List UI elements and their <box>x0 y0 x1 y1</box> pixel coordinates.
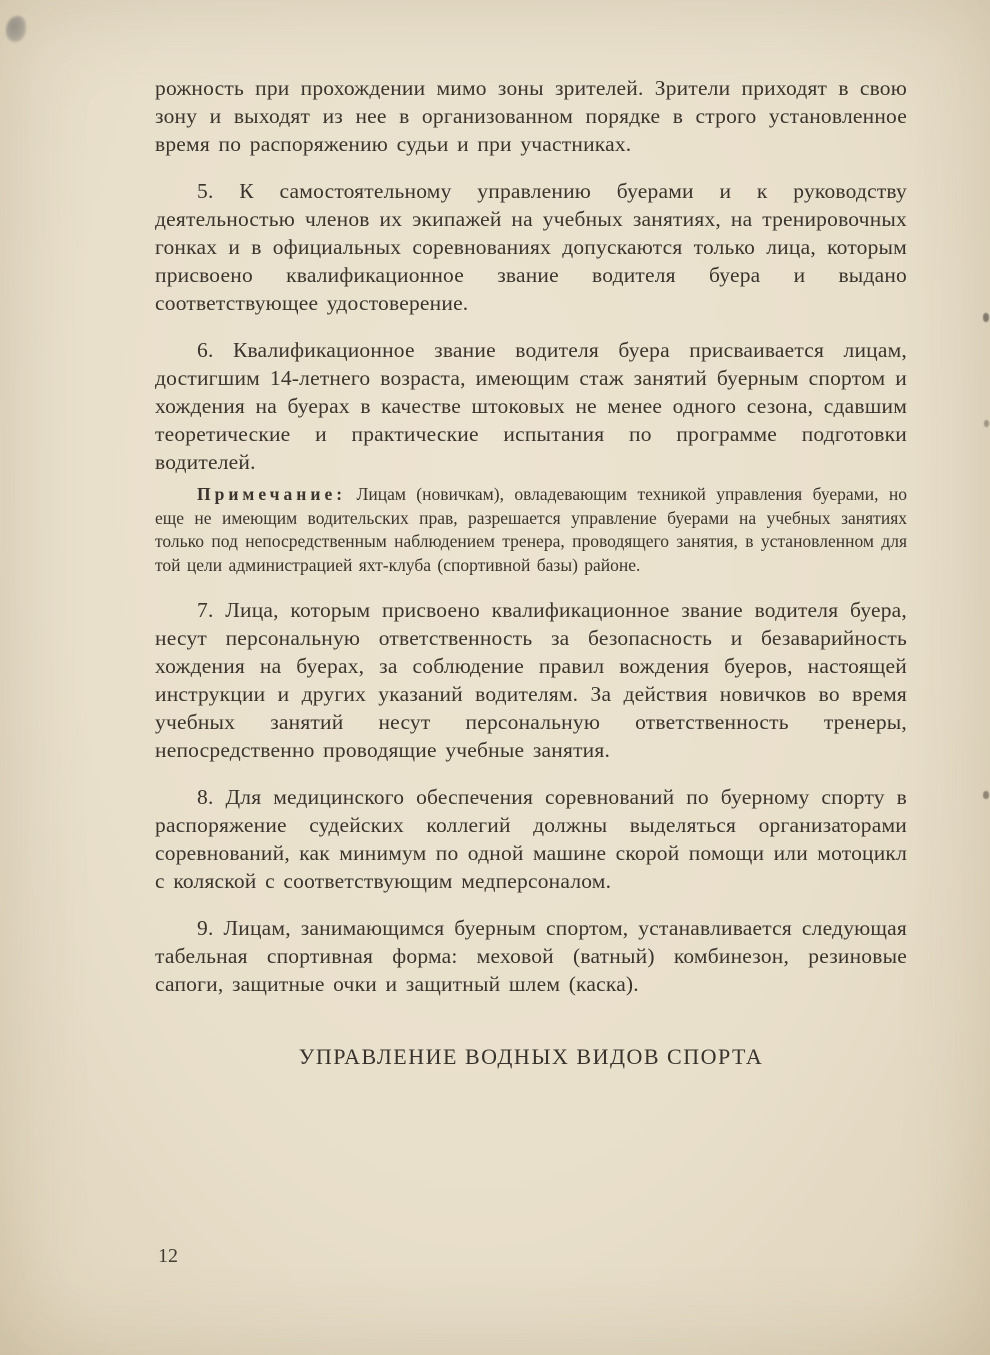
note-text: Лицам (новичкам), овладевающим техникой управления буерами, но еще не имеющим водительских прав, разрешается управление буерами на учебных занятиях только под непосредственным наблюдением тренера, проводящего занятия, в установленном для той цели администрацией яхт-клуба (спортивной базы) районе. <box>155 484 907 575</box>
scan-smudge-artifact <box>6 16 26 42</box>
paragraph-item-6: 6. Квалификационное звание водителя буера присваивается лицам, достигшим 14-летнего возраста, имеющим стаж занятий буерным спортом и хождения на буерах в качестве штоковых не менее одного сезона, сдавшим теоретические и практические испытания по программе подготовки водителей. <box>155 338 907 474</box>
paragraph-continuation: рожность при прохождении мимо зоны зрителей. Зрители приходят в свою зону и выходят из нее в организованном порядке в строго установленное время по распоряжению судьи и при участниках. <box>155 76 907 156</box>
scan-speck-artifact <box>983 791 989 799</box>
section-heading: УПРАВЛЕНИЕ ВОДНЫХ ВИДОВ СПОРТА <box>298 1044 764 1069</box>
page-text-block <box>155 74 907 1070</box>
scan-speck-artifact <box>984 420 989 427</box>
page-number: 12 <box>158 1245 178 1267</box>
note-block <box>155 483 907 577</box>
paragraph-item-9: 9. Лицам, занимающимся буерным спортом, устанавливается следующая табельная спортивная форма: меховой (ватный) комбинезон, резиновые сапоги, защитные очки и защитный шлем (каска). <box>155 916 907 996</box>
scan-speck-artifact <box>983 313 989 322</box>
paragraph-item-5: 5. К самостоятельному управлению буерами и к руководству деятельностью членов их экипажей на учебных занятиях, на тренировочных гонках и в официальных соревнованиях допускаются только лица, которым присвоено квалификационное звание водителя буера и выдано соответствующее удостоверение. <box>155 179 907 315</box>
paragraph-item-7: 7. Лица, которым присвоено квалификационное звание водителя буера, несут персональную ответственность за безопасность и безаварийность хождения на буерах, за соблюдение правил вождения буеров, настоящей инструкции и других указаний водителям. За действия новичков во время учебных занятий несут персональную ответственность тренеры, непосредственно проводящие учебные занятия. <box>155 598 907 762</box>
note-label: Примечание: <box>197 484 347 504</box>
paragraph-item-8: 8. Для медицинского обеспечения соревнований по буерному спорту в распоряжение судейских коллегий должны выделяться организаторами соревнований, как минимум по одной машине скорой помощи или мотоцикл с коляской с соответствующим медперсоналом. <box>155 785 907 893</box>
